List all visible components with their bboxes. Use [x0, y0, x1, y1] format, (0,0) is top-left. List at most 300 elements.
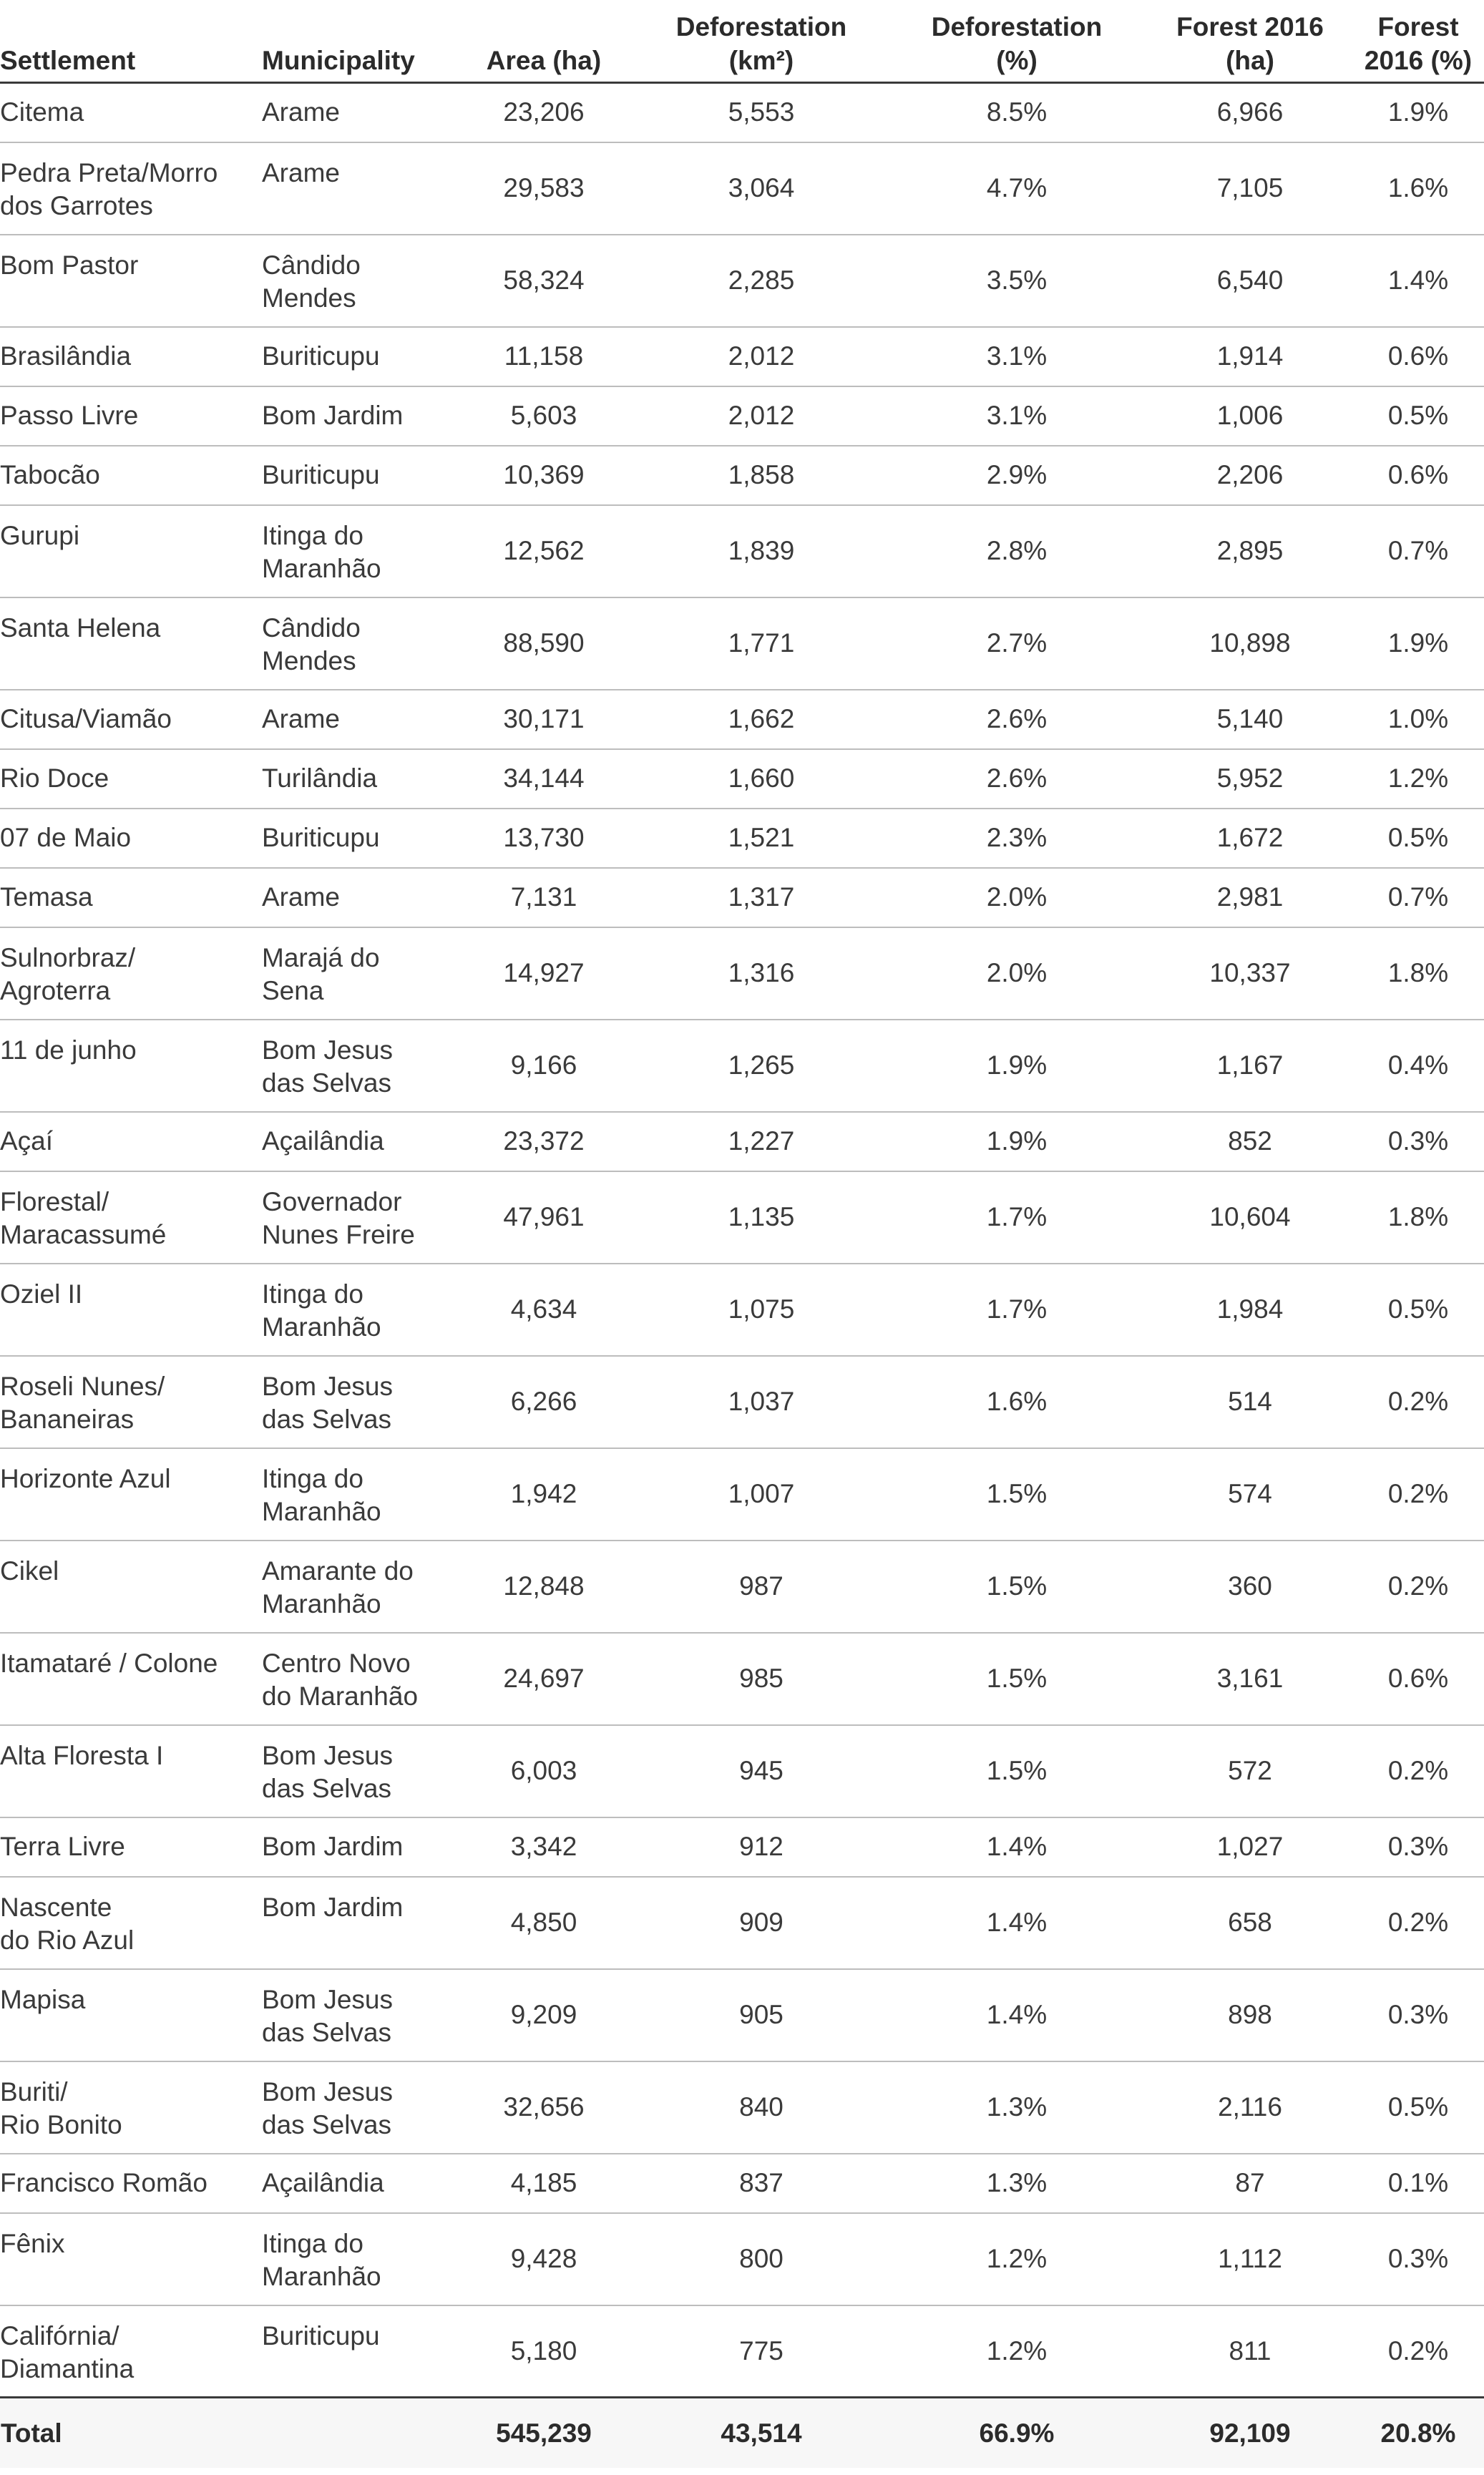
cell-deforestation-km2: 5,553 [637, 83, 886, 142]
cell-area: 5,603 [451, 386, 637, 446]
cell-municipality-line: do Maranhão [262, 1681, 419, 1711]
cell-municipality-line: Bom Jesus [262, 2076, 394, 2107]
cell-municipality-line: Bom Jesus [262, 1984, 394, 2014]
cell-municipality [262, 235, 451, 327]
cell-area: 34,144 [451, 749, 637, 809]
cell-forest-2016-pct: 0.7% [1352, 505, 1484, 597]
cell-municipality-line: Cândido [262, 612, 361, 643]
cell-deforestation-km2: 985 [637, 1633, 886, 1725]
cell-settlement-line: Santa Helena [0, 612, 161, 643]
table-row [0, 1356, 1484, 1448]
cell-deforestation-km2: 800 [637, 2213, 886, 2305]
cell-settlement-line: Mapisa [0, 1984, 86, 2014]
cell-area: 4,185 [451, 2154, 637, 2213]
cell-settlement [0, 1356, 262, 1448]
cell-deforestation-pct: 1.7% [886, 1171, 1148, 1264]
cell-deforestation-km2: 1,227 [637, 1112, 886, 1171]
cell-forest-2016-pct: 1.8% [1352, 927, 1484, 1020]
table-row [0, 927, 1484, 1020]
cell-deforestation-km2: 1,316 [637, 927, 886, 1020]
table-row [0, 809, 1484, 868]
header-area: Area (ha) [451, 0, 637, 83]
table-row [0, 142, 1484, 235]
cell-forest-2016-pct: 1.9% [1352, 597, 1484, 690]
total-deforestation-pct: 66.9% [886, 2398, 1148, 2469]
cell-deforestation-km2: 912 [637, 1817, 886, 1877]
table-row [0, 327, 1484, 386]
table-row [0, 2154, 1484, 2213]
cell-area: 1,942 [451, 1448, 637, 1541]
cell-municipality-line: Sena [262, 975, 324, 1005]
cell-settlement-line: 11 de junho [0, 1035, 137, 1065]
cell-forest-2016-ha: 1,006 [1148, 386, 1352, 446]
cell-forest-2016-pct: 0.3% [1352, 1817, 1484, 1877]
cell-forest-2016-ha: 572 [1148, 1725, 1352, 1817]
cell-settlement [0, 1725, 262, 1817]
cell-forest-2016-pct: 1.8% [1352, 1171, 1484, 1264]
cell-area: 47,961 [451, 1171, 637, 1264]
header-forest-2016-ha: Forest 2016 (ha) [1148, 0, 1352, 83]
cell-forest-2016-ha: 10,337 [1148, 927, 1352, 1020]
cell-settlement [0, 597, 262, 690]
cell-area: 14,927 [451, 927, 637, 1020]
cell-settlement [0, 327, 262, 386]
cell-deforestation-km2: 1,135 [637, 1171, 886, 1264]
cell-deforestation-km2: 2,012 [637, 386, 886, 446]
table-row [0, 1112, 1484, 1171]
total-forest-2016-pct: 20.8% [1352, 2398, 1484, 2469]
cell-area: 9,209 [451, 1969, 637, 2061]
cell-settlement [0, 1541, 262, 1633]
cell-municipality [262, 327, 451, 386]
cell-forest-2016-ha: 1,984 [1148, 1264, 1352, 1356]
cell-settlement-line: Roseli Nunes/ [0, 1371, 165, 1401]
table-row [0, 505, 1484, 597]
cell-municipality [262, 868, 451, 927]
cell-settlement-line: dos Garrotes [0, 190, 153, 220]
cell-area: 12,848 [451, 1541, 637, 1633]
cell-deforestation-km2: 909 [637, 1877, 886, 1969]
cell-deforestation-km2: 2,285 [637, 235, 886, 327]
cell-settlement-line: Fênix [0, 2228, 65, 2258]
cell-deforestation-km2: 1,662 [637, 690, 886, 749]
cell-settlement-line: Pedra Preta/Morro [0, 157, 218, 187]
cell-forest-2016-pct: 0.2% [1352, 1877, 1484, 1969]
cell-area: 7,131 [451, 868, 637, 927]
cell-deforestation-km2: 2,012 [637, 327, 886, 386]
cell-forest-2016-pct: 0.3% [1352, 2213, 1484, 2305]
cell-settlement [0, 1817, 262, 1877]
table-row [0, 1541, 1484, 1633]
cell-municipality-line: das Selvas [262, 1404, 391, 1434]
cell-settlement-line: do Rio Azul [0, 1925, 135, 1955]
cell-deforestation-pct: 1.7% [886, 1264, 1148, 1356]
cell-forest-2016-ha: 2,981 [1148, 868, 1352, 927]
cell-municipality-line: Maranhão [262, 1588, 381, 1619]
cell-forest-2016-ha: 6,540 [1148, 235, 1352, 327]
total-forest-2016-ha: 92,109 [1148, 2398, 1352, 2469]
cell-area: 9,166 [451, 1020, 637, 1112]
cell-forest-2016-pct: 0.2% [1352, 2305, 1484, 2398]
cell-area: 6,266 [451, 1356, 637, 1448]
table-row [0, 1171, 1484, 1264]
cell-forest-2016-pct: 0.5% [1352, 809, 1484, 868]
cell-settlement [0, 1633, 262, 1725]
cell-area: 29,583 [451, 142, 637, 235]
table-row [0, 1817, 1484, 1877]
header-forest-2016-pct: Forest 2016 (%) [1352, 0, 1484, 83]
cell-deforestation-pct: 2.0% [886, 927, 1148, 1020]
cell-settlement-line: Diamantina [0, 2353, 135, 2383]
cell-forest-2016-pct: 0.2% [1352, 1356, 1484, 1448]
cell-settlement-line: Citusa/Viamão [0, 704, 172, 733]
cell-settlement [0, 868, 262, 927]
cell-deforestation-pct: 1.5% [886, 1541, 1148, 1633]
cell-municipality-line: Arame [262, 704, 340, 733]
cell-municipality-line: Bom Jesus [262, 1035, 394, 1065]
cell-deforestation-km2: 1,858 [637, 446, 886, 505]
table-row [0, 1969, 1484, 2061]
cell-area: 24,697 [451, 1633, 637, 1725]
cell-settlement-line: 07 de Maio [0, 823, 132, 852]
cell-deforestation-km2: 3,064 [637, 142, 886, 235]
cell-forest-2016-ha: 2,116 [1148, 2061, 1352, 2154]
table-row [0, 2061, 1484, 2154]
cell-municipality-line: Arame [262, 882, 340, 912]
cell-deforestation-pct: 1.9% [886, 1020, 1148, 1112]
cell-area: 11,158 [451, 327, 637, 386]
cell-forest-2016-pct: 1.6% [1352, 142, 1484, 235]
cell-municipality-line: Bom Jesus [262, 1740, 394, 1770]
cell-forest-2016-pct: 0.3% [1352, 1112, 1484, 1171]
cell-forest-2016-ha: 514 [1148, 1356, 1352, 1448]
cell-forest-2016-pct: 0.2% [1352, 1448, 1484, 1541]
cell-municipality [262, 1356, 451, 1448]
cell-forest-2016-ha: 1,914 [1148, 327, 1352, 386]
cell-municipality-line: Marajá do [262, 942, 380, 972]
cell-settlement-line: Horizonte Azul [0, 1463, 171, 1493]
cell-settlement [0, 690, 262, 749]
cell-deforestation-km2: 1,075 [637, 1264, 886, 1356]
table-row [0, 690, 1484, 749]
cell-settlement [0, 749, 262, 809]
cell-municipality [262, 83, 451, 142]
cell-municipality-line: Governador [262, 1186, 402, 1216]
cell-settlement [0, 83, 262, 142]
cell-settlement-line: Bom Pastor [0, 250, 139, 280]
cell-area: 9,428 [451, 2213, 637, 2305]
cell-forest-2016-ha: 658 [1148, 1877, 1352, 1969]
cell-forest-2016-pct: 0.1% [1352, 2154, 1484, 2213]
cell-settlement-line: Citema [0, 97, 84, 127]
cell-deforestation-pct: 3.5% [886, 235, 1148, 327]
cell-settlement-line: Buriti/ [0, 2076, 68, 2107]
cell-deforestation-pct: 1.2% [886, 2213, 1148, 2305]
cell-municipality-line: Amarante do [262, 1556, 414, 1586]
cell-municipality [262, 142, 451, 235]
cell-forest-2016-pct: 0.5% [1352, 2061, 1484, 2154]
cell-forest-2016-ha: 7,105 [1148, 142, 1352, 235]
cell-municipality-line: das Selvas [262, 2017, 391, 2047]
cell-deforestation-pct: 1.5% [886, 1725, 1148, 1817]
cell-municipality-line: Bom Jardim [262, 401, 404, 430]
cell-settlement [0, 2305, 262, 2398]
total-municipality [262, 2398, 451, 2469]
cell-deforestation-pct: 4.7% [886, 142, 1148, 235]
cell-municipality [262, 690, 451, 749]
cell-settlement-line: Sulnorbraz/ [0, 942, 136, 972]
cell-forest-2016-ha: 574 [1148, 1448, 1352, 1541]
cell-forest-2016-ha: 1,027 [1148, 1817, 1352, 1877]
cell-settlement [0, 142, 262, 235]
cell-settlement [0, 2061, 262, 2154]
total-label: Total [0, 2398, 262, 2469]
cell-municipality [262, 1448, 451, 1541]
cell-municipality-line: Açailândia [262, 1126, 384, 1156]
cell-settlement [0, 386, 262, 446]
table-row [0, 1448, 1484, 1541]
cell-settlement-line: Gurupi [0, 520, 80, 550]
cell-area: 10,369 [451, 446, 637, 505]
cell-settlement [0, 2213, 262, 2305]
cell-deforestation-km2: 987 [637, 1541, 886, 1633]
cell-deforestation-pct: 3.1% [886, 327, 1148, 386]
cell-forest-2016-pct: 0.2% [1352, 1725, 1484, 1817]
table-row [0, 2213, 1484, 2305]
cell-municipality-line: Bom Jardim [262, 1832, 404, 1861]
cell-forest-2016-pct: 0.6% [1352, 446, 1484, 505]
cell-municipality [262, 1541, 451, 1633]
cell-forest-2016-ha: 3,161 [1148, 1633, 1352, 1725]
cell-deforestation-pct: 1.3% [886, 2154, 1148, 2213]
cell-settlement-line: Califórnia/ [0, 2320, 119, 2350]
table-row [0, 1725, 1484, 1817]
cell-area: 32,656 [451, 2061, 637, 2154]
cell-deforestation-pct: 1.4% [886, 1817, 1148, 1877]
cell-deforestation-pct: 1.3% [886, 2061, 1148, 2154]
cell-settlement [0, 1264, 262, 1356]
cell-municipality-line: Maranhão [262, 1496, 381, 1526]
cell-settlement-line: Cikel [0, 1556, 59, 1586]
cell-municipality-line: Arame [262, 97, 340, 127]
cell-municipality-line: Bom Jesus [262, 1371, 394, 1401]
cell-deforestation-pct: 1.5% [886, 1633, 1148, 1725]
cell-forest-2016-ha: 6,966 [1148, 83, 1352, 142]
cell-forest-2016-pct: 1.2% [1352, 749, 1484, 809]
cell-deforestation-pct: 1.9% [886, 1112, 1148, 1171]
cell-forest-2016-ha: 898 [1148, 1969, 1352, 2061]
cell-forest-2016-ha: 1,672 [1148, 809, 1352, 868]
cell-forest-2016-pct: 0.2% [1352, 1541, 1484, 1633]
cell-settlement [0, 809, 262, 868]
cell-settlement [0, 927, 262, 1020]
cell-settlement-line: Terra Livre [0, 1832, 125, 1861]
total-area: 545,239 [451, 2398, 637, 2469]
cell-settlement [0, 1020, 262, 1112]
cell-forest-2016-ha: 2,895 [1148, 505, 1352, 597]
cell-municipality-line: das Selvas [262, 1068, 391, 1098]
cell-municipality-line: Nunes Freire [262, 1219, 415, 1249]
cell-settlement-line: Maracassumé [0, 1219, 167, 1249]
cell-municipality [262, 2061, 451, 2154]
table-row [0, 1633, 1484, 1725]
cell-area: 4,634 [451, 1264, 637, 1356]
cell-area: 5,180 [451, 2305, 637, 2398]
cell-deforestation-km2: 1,771 [637, 597, 886, 690]
cell-settlement-line: Florestal/ [0, 1186, 109, 1216]
cell-area: 58,324 [451, 235, 637, 327]
cell-municipality-line: Maranhão [262, 2261, 381, 2291]
table-row [0, 749, 1484, 809]
cell-municipality [262, 2154, 451, 2213]
cell-municipality-line: Maranhão [262, 1312, 381, 1342]
cell-municipality-line: das Selvas [262, 2109, 391, 2139]
cell-deforestation-pct: 2.6% [886, 749, 1148, 809]
cell-municipality [262, 386, 451, 446]
cell-deforestation-pct: 1.4% [886, 1969, 1148, 2061]
cell-settlement [0, 1171, 262, 1264]
cell-municipality-line: Itinga do [262, 1463, 363, 1493]
cell-forest-2016-pct: 0.3% [1352, 1969, 1484, 2061]
total-deforestation-km2: 43,514 [637, 2398, 886, 2469]
cell-settlement-line: Passo Livre [0, 401, 139, 430]
cell-deforestation-km2: 945 [637, 1725, 886, 1817]
cell-municipality [262, 927, 451, 1020]
cell-forest-2016-pct: 0.5% [1352, 386, 1484, 446]
cell-deforestation-km2: 775 [637, 2305, 886, 2398]
cell-deforestation-km2: 840 [637, 2061, 886, 2154]
cell-municipality [262, 446, 451, 505]
cell-forest-2016-pct: 0.6% [1352, 1633, 1484, 1725]
cell-municipality-line: Turilândia [262, 763, 378, 793]
cell-deforestation-pct: 2.0% [886, 868, 1148, 927]
cell-municipality [262, 749, 451, 809]
cell-deforestation-pct: 2.8% [886, 505, 1148, 597]
cell-forest-2016-pct: 0.7% [1352, 868, 1484, 927]
cell-settlement [0, 1448, 262, 1541]
cell-forest-2016-ha: 360 [1148, 1541, 1352, 1633]
cell-area: 13,730 [451, 809, 637, 868]
table-row [0, 83, 1484, 142]
cell-settlement-line: Tabocão [0, 460, 100, 489]
cell-settlement-line: Itamataré / Colone [0, 1648, 218, 1678]
cell-forest-2016-ha: 1,112 [1148, 2213, 1352, 2305]
cell-forest-2016-pct: 1.0% [1352, 690, 1484, 749]
cell-area: 30,171 [451, 690, 637, 749]
cell-municipality [262, 809, 451, 868]
cell-deforestation-pct: 1.6% [886, 1356, 1148, 1448]
cell-settlement [0, 1877, 262, 1969]
cell-municipality [262, 2305, 451, 2398]
cell-municipality [262, 1171, 451, 1264]
table-row [0, 2305, 1484, 2398]
cell-settlement-line: Temasa [0, 882, 93, 912]
cell-municipality-line: Buriticupu [262, 2320, 380, 2350]
table-row [0, 1877, 1484, 1969]
table-footer [0, 2398, 1484, 2469]
cell-municipality-line: Centro Novo [262, 1648, 411, 1678]
cell-area: 12,562 [451, 505, 637, 597]
cell-deforestation-km2: 1,839 [637, 505, 886, 597]
table-row [0, 1020, 1484, 1112]
cell-settlement [0, 505, 262, 597]
cell-area: 23,206 [451, 83, 637, 142]
cell-forest-2016-ha: 10,898 [1148, 597, 1352, 690]
cell-municipality-line: Itinga do [262, 2228, 363, 2258]
cell-municipality-line: Itinga do [262, 1279, 363, 1309]
table-row [0, 597, 1484, 690]
cell-settlement-line: Francisco Romão [0, 2168, 208, 2197]
cell-settlement-line: Nascente [0, 1892, 112, 1922]
cell-settlement-line: Oziel II [0, 1279, 83, 1309]
cell-municipality [262, 1020, 451, 1112]
cell-forest-2016-pct: 1.4% [1352, 235, 1484, 327]
cell-deforestation-pct: 2.9% [886, 446, 1148, 505]
cell-settlement-line: Rio Doce [0, 763, 109, 793]
cell-municipality [262, 1633, 451, 1725]
cell-deforestation-pct: 2.3% [886, 809, 1148, 868]
cell-municipality-line: Açailândia [262, 2168, 384, 2197]
table-row [0, 386, 1484, 446]
table-row [0, 446, 1484, 505]
cell-settlement [0, 235, 262, 327]
cell-forest-2016-ha: 5,140 [1148, 690, 1352, 749]
cell-forest-2016-ha: 852 [1148, 1112, 1352, 1171]
cell-municipality [262, 1817, 451, 1877]
cell-forest-2016-ha: 87 [1148, 2154, 1352, 2213]
cell-settlement [0, 2154, 262, 2213]
header-deforestation-pct: Deforestation (%) [886, 0, 1148, 83]
cell-settlement [0, 1112, 262, 1171]
table-body [0, 83, 1484, 2398]
cell-area: 6,003 [451, 1725, 637, 1817]
cell-settlement-line: Brasilândia [0, 341, 132, 371]
cell-deforestation-pct: 1.4% [886, 1877, 1148, 1969]
cell-municipality [262, 1264, 451, 1356]
cell-settlement-line: Rio Bonito [0, 2109, 122, 2139]
cell-municipality [262, 1969, 451, 2061]
cell-municipality-line: Mendes [262, 645, 356, 675]
cell-municipality-line: Itinga do [262, 520, 363, 550]
cell-area: 3,342 [451, 1817, 637, 1877]
cell-municipality [262, 505, 451, 597]
header-row [0, 0, 1484, 83]
cell-deforestation-pct: 2.7% [886, 597, 1148, 690]
cell-deforestation-pct: 3.1% [886, 386, 1148, 446]
header-deforestation-km2: Deforestation (km²) [637, 0, 886, 83]
cell-area: 4,850 [451, 1877, 637, 1969]
cell-deforestation-km2: 1,265 [637, 1020, 886, 1112]
cell-municipality-line: das Selvas [262, 1773, 391, 1803]
table-header [0, 0, 1484, 83]
cell-municipality [262, 597, 451, 690]
cell-settlement [0, 1969, 262, 2061]
cell-settlement-line: Açaí [0, 1126, 54, 1156]
cell-forest-2016-pct: 1.9% [1352, 83, 1484, 142]
cell-municipality [262, 1112, 451, 1171]
cell-forest-2016-pct: 0.4% [1352, 1020, 1484, 1112]
cell-municipality [262, 1725, 451, 1817]
cell-deforestation-km2: 1,521 [637, 809, 886, 868]
cell-forest-2016-ha: 1,167 [1148, 1020, 1352, 1112]
cell-deforestation-pct: 8.5% [886, 83, 1148, 142]
cell-municipality-line: Maranhão [262, 553, 381, 583]
table-row [0, 868, 1484, 927]
cell-forest-2016-pct: 0.6% [1352, 327, 1484, 386]
cell-deforestation-km2: 1,317 [637, 868, 886, 927]
cell-municipality-line: Bom Jardim [262, 1892, 404, 1922]
cell-municipality-line: Buriticupu [262, 823, 380, 852]
